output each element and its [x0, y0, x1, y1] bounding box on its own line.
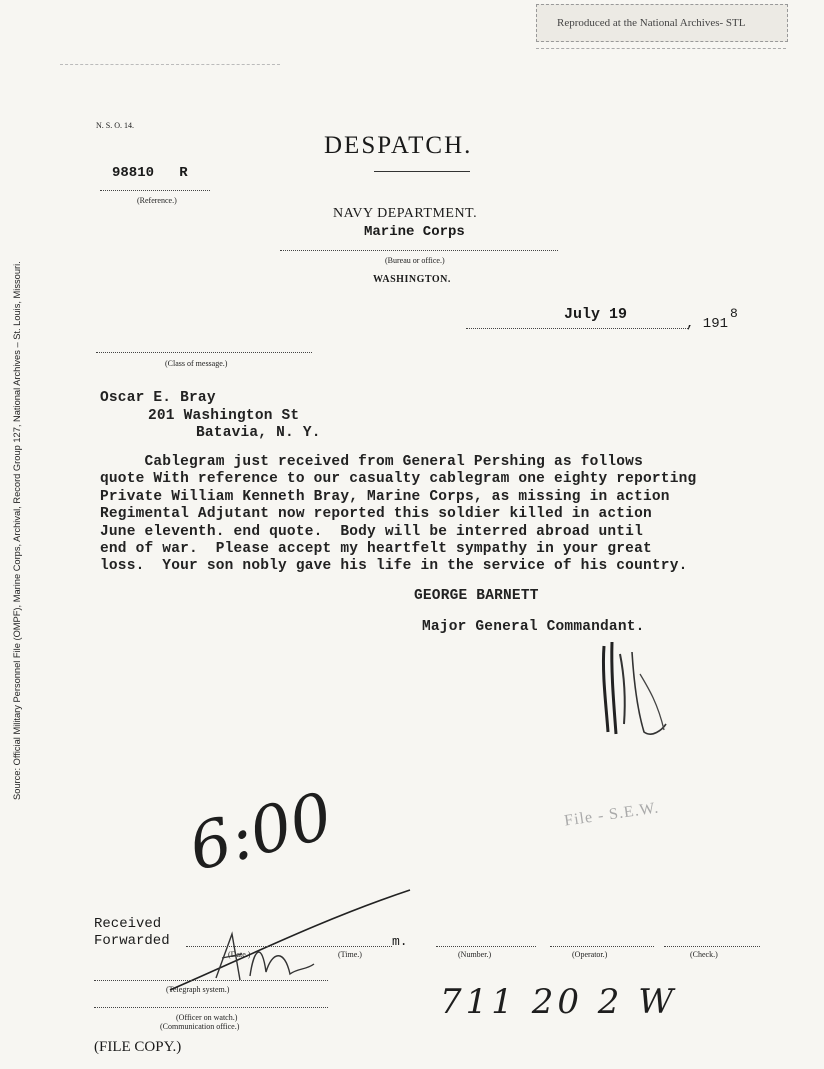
officer-line — [94, 1007, 328, 1008]
handwritten-bottom-number: 711 20 2 W — [440, 982, 678, 1022]
body-line: Cablegram just received from General Pershing as follows — [100, 454, 643, 470]
forwarded-label: Forwarded — [94, 933, 170, 949]
body-line: loss. Your son nobly gave his life in the service of his country. — [100, 558, 688, 575]
reference-caption: (Reference.) — [137, 196, 177, 205]
operator-line — [550, 946, 654, 947]
telegraph-caption: (Telegraph system.) — [166, 985, 230, 994]
message-body — [100, 454, 696, 576]
number-caption: (Number.) — [458, 950, 492, 959]
bureau-line — [280, 250, 558, 251]
check-caption: (Check.) — [690, 950, 718, 959]
archive-stamp-text: Reproduced at the National Archives- STL — [557, 17, 746, 29]
comm-caption: (Communication office.) — [160, 1022, 240, 1031]
side-source-text: Source: Official Military Personnel File (OMPF), Marine Corps, Archival, Record Group 127, National Archives – St. Louis, Missouri. — [12, 261, 22, 800]
class-caption: (Class of message.) — [165, 359, 228, 368]
number-line — [436, 946, 536, 947]
date-caption: (Date.) — [228, 950, 251, 959]
scan-streak — [536, 48, 786, 50]
date-line — [466, 328, 688, 329]
handwritten-scribble — [210, 928, 320, 988]
bureau-value: Marine Corps — [364, 224, 465, 240]
address-line-2: 201 Washington St — [148, 408, 300, 424]
body-line: quote With reference to our casualty cablegram one eighty reporting — [100, 471, 697, 488]
m-suffix: m. — [392, 934, 408, 949]
page-title: DESPATCH. — [324, 132, 473, 159]
telegraph-line — [94, 980, 328, 981]
body-line: Regimental Adjutant now reported this soldier killed in action — [100, 506, 652, 523]
year-suffix: 8 — [730, 306, 738, 321]
body-line: end of war. Please accept my heartfelt sympathy in your great — [100, 541, 652, 558]
file-copy-label: (FILE COPY.) — [94, 1039, 182, 1055]
reference-line — [100, 190, 210, 191]
reference-value: 98810 R — [112, 165, 188, 181]
archive-stamp — [536, 4, 788, 42]
class-line — [96, 352, 312, 353]
signature-title: Major General Commandant. — [422, 619, 645, 635]
handwritten-initials — [594, 634, 684, 744]
received-label: Received — [94, 916, 162, 932]
time-caption: (Time.) — [338, 950, 362, 959]
form-number: N. S. O. 14. — [96, 121, 135, 130]
body-line: Private William Kenneth Bray, Marine Corps, as missing in action — [100, 488, 670, 505]
handwritten-time: 6:00 — [182, 779, 340, 886]
officer-caption: (Officer on watch.) — [176, 1013, 238, 1022]
scan-streak — [60, 64, 280, 66]
check-line — [664, 946, 760, 947]
signature-name: GEORGE BARNETT — [414, 588, 539, 604]
title-rule — [374, 171, 470, 172]
operator-caption: (Operator.) — [572, 950, 608, 959]
bureau-caption: (Bureau or office.) — [385, 256, 445, 265]
address-line-1: Oscar E. Bray — [100, 390, 216, 406]
file-stamp: File - S.E.W. — [563, 799, 661, 830]
date-value: July 19 — [564, 306, 628, 323]
year-prefix: , 191 — [686, 316, 729, 332]
city-name: WASHINGTON. — [373, 274, 451, 285]
body-line: June eleventh. end quote. Body will be interred abroad until — [100, 523, 643, 540]
department-name: NAVY DEPARTMENT. — [333, 206, 478, 221]
address-line-3: Batavia, N. Y. — [196, 425, 321, 441]
